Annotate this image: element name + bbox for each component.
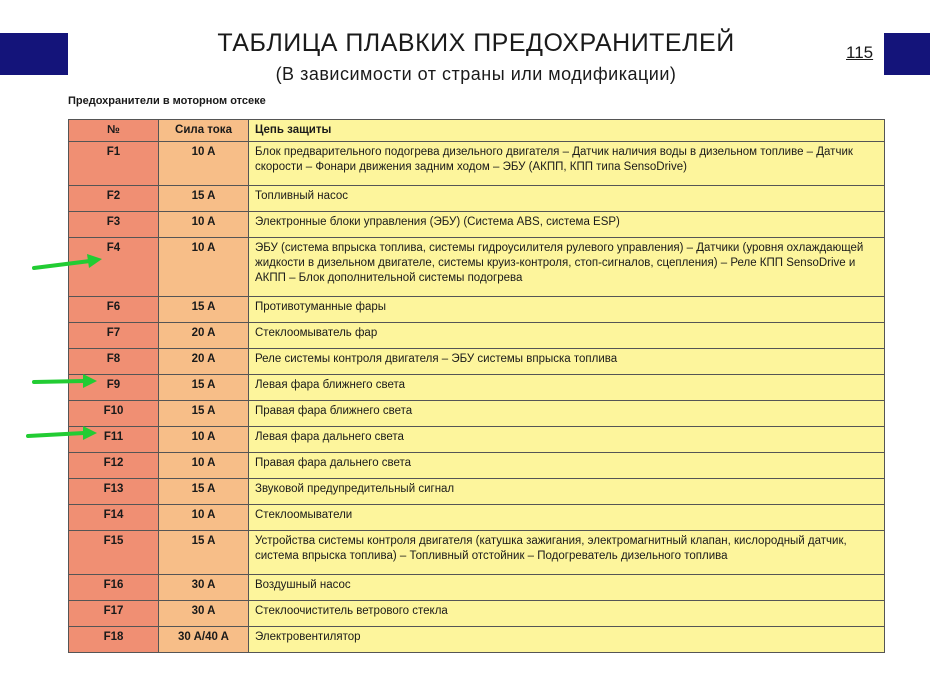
fuse-current: 30 A (159, 601, 249, 627)
page-subtitle: (В зависимости от страны или модификации) (275, 64, 677, 84)
fuse-circuit: Левая фара ближнего света (249, 375, 885, 401)
arrow-icon-f9 (30, 372, 100, 390)
arrow-icon-f11 (24, 424, 100, 442)
table-header-row (69, 120, 885, 142)
fuse-circuit: Воздушный насос (249, 575, 885, 601)
table-row (69, 238, 885, 297)
fuse-number: F8 (69, 349, 159, 375)
fuse-number: F10 (69, 401, 159, 427)
fuse-circuit: Топливный насос (249, 186, 885, 212)
fuse-circuit: Электронные блоки управления (ЭБУ) (Система ABS, система ESP) (249, 212, 885, 238)
table-row (69, 453, 885, 479)
fuse-circuit: Реле системы контроля двигателя – ЭБУ системы впрыска топлива (249, 349, 885, 375)
table-row (69, 349, 885, 375)
fuse-number: F1 (69, 142, 159, 186)
fuse-circuit: Устройства системы контроля двигателя (катушка зажигания, электромагнитный клапан, кислородный датчик, система впрыска топлива) – Топливный отстойник – Подогреватель дизельного топлива (249, 531, 885, 575)
table-row (69, 212, 885, 238)
fuse-circuit: Стеклоомыватель фар (249, 323, 885, 349)
fuse-current: 15 A (159, 531, 249, 575)
fuse-current: 10 A (159, 505, 249, 531)
fuse-circuit: Правая фара дальнего света (249, 453, 885, 479)
table-row (69, 142, 885, 186)
fuse-current: 10 A (159, 142, 249, 186)
fuse-current: 15 A (159, 479, 249, 505)
table-row (69, 375, 885, 401)
fuse-number: F16 (69, 575, 159, 601)
fuse-number: F6 (69, 297, 159, 323)
fuse-current: 10 A (159, 427, 249, 453)
table-row (69, 479, 885, 505)
fuse-current: 15 A (159, 375, 249, 401)
fuse-circuit: Правая фара ближнего света (249, 401, 885, 427)
column-header-current: Сила тока (159, 120, 249, 142)
page-number: 115 (846, 43, 874, 62)
table-row (69, 627, 885, 653)
table-row (69, 575, 885, 601)
fuse-number: F13 (69, 479, 159, 505)
fuse-number: F18 (69, 627, 159, 653)
fuse-number: F14 (69, 505, 159, 531)
fuse-current: 10 A (159, 238, 249, 297)
fuse-number: F2 (69, 186, 159, 212)
page-title: ТАБЛИЦА ПЛАВКИХ ПРЕДОХРАНИТЕЛЕЙ (217, 29, 735, 57)
fuse-circuit: Звуковой предупредительный сигнал (249, 479, 885, 505)
fuse-number: F4 (69, 238, 159, 297)
fuse-circuit: ЭБУ (система впрыска топлива, системы гидроусилителя рулевого управления) – Датчики (уровня охлаждающей жидкости в дизельном двигателе, системы круиз-контроля, стоп-сигналов, сцепления) – Реле КПП SensoDrive и АКПП – Блок дополнительной системы подогрева (249, 238, 885, 297)
fuse-circuit: Блок предварительного подогрева дизельного двигателя – Датчик наличия воды в дизельном топливе – Датчик скорости – Фонари движения задним ходом – ЭБУ (АКПП, КПП типа SensoDrive) (249, 142, 885, 186)
fuse-number: F12 (69, 453, 159, 479)
table-row (69, 297, 885, 323)
table-row (69, 531, 885, 575)
column-header-circuit: Цепь защиты (249, 120, 885, 142)
fuse-current: 20 A (159, 323, 249, 349)
arrow-icon-f4 (30, 252, 106, 272)
fuse-current: 15 A (159, 186, 249, 212)
fuse-circuit: Стеклоомыватели (249, 505, 885, 531)
fuse-current: 10 A (159, 212, 249, 238)
fuse-current: 15 A (159, 297, 249, 323)
fuse-table (68, 119, 885, 653)
fuse-circuit: Стеклоочиститель ветрового стекла (249, 601, 885, 627)
fuse-number: F3 (69, 212, 159, 238)
column-header-number: № (69, 120, 159, 142)
table-row (69, 401, 885, 427)
fuse-current: 10 A (159, 453, 249, 479)
fuse-circuit: Левая фара дальнего света (249, 427, 885, 453)
fuse-number: F7 (69, 323, 159, 349)
fuse-current: 20 A (159, 349, 249, 375)
fuse-circuit: Противотуманные фары (249, 297, 885, 323)
fuse-current: 30 A (159, 575, 249, 601)
table-row (69, 505, 885, 531)
table-row (69, 601, 885, 627)
section-title: Предохранители в моторном отсеке (68, 95, 266, 107)
fuse-number: F11 (69, 427, 159, 453)
table-row (69, 186, 885, 212)
fuse-current: 30 A/40 A (159, 627, 249, 653)
fuse-number: F15 (69, 531, 159, 575)
table-row (69, 323, 885, 349)
fuse-number: F9 (69, 375, 159, 401)
table-row (69, 427, 885, 453)
fuse-number: F17 (69, 601, 159, 627)
fuse-circuit: Электровентилятор (249, 627, 885, 653)
fuse-current: 15 A (159, 401, 249, 427)
